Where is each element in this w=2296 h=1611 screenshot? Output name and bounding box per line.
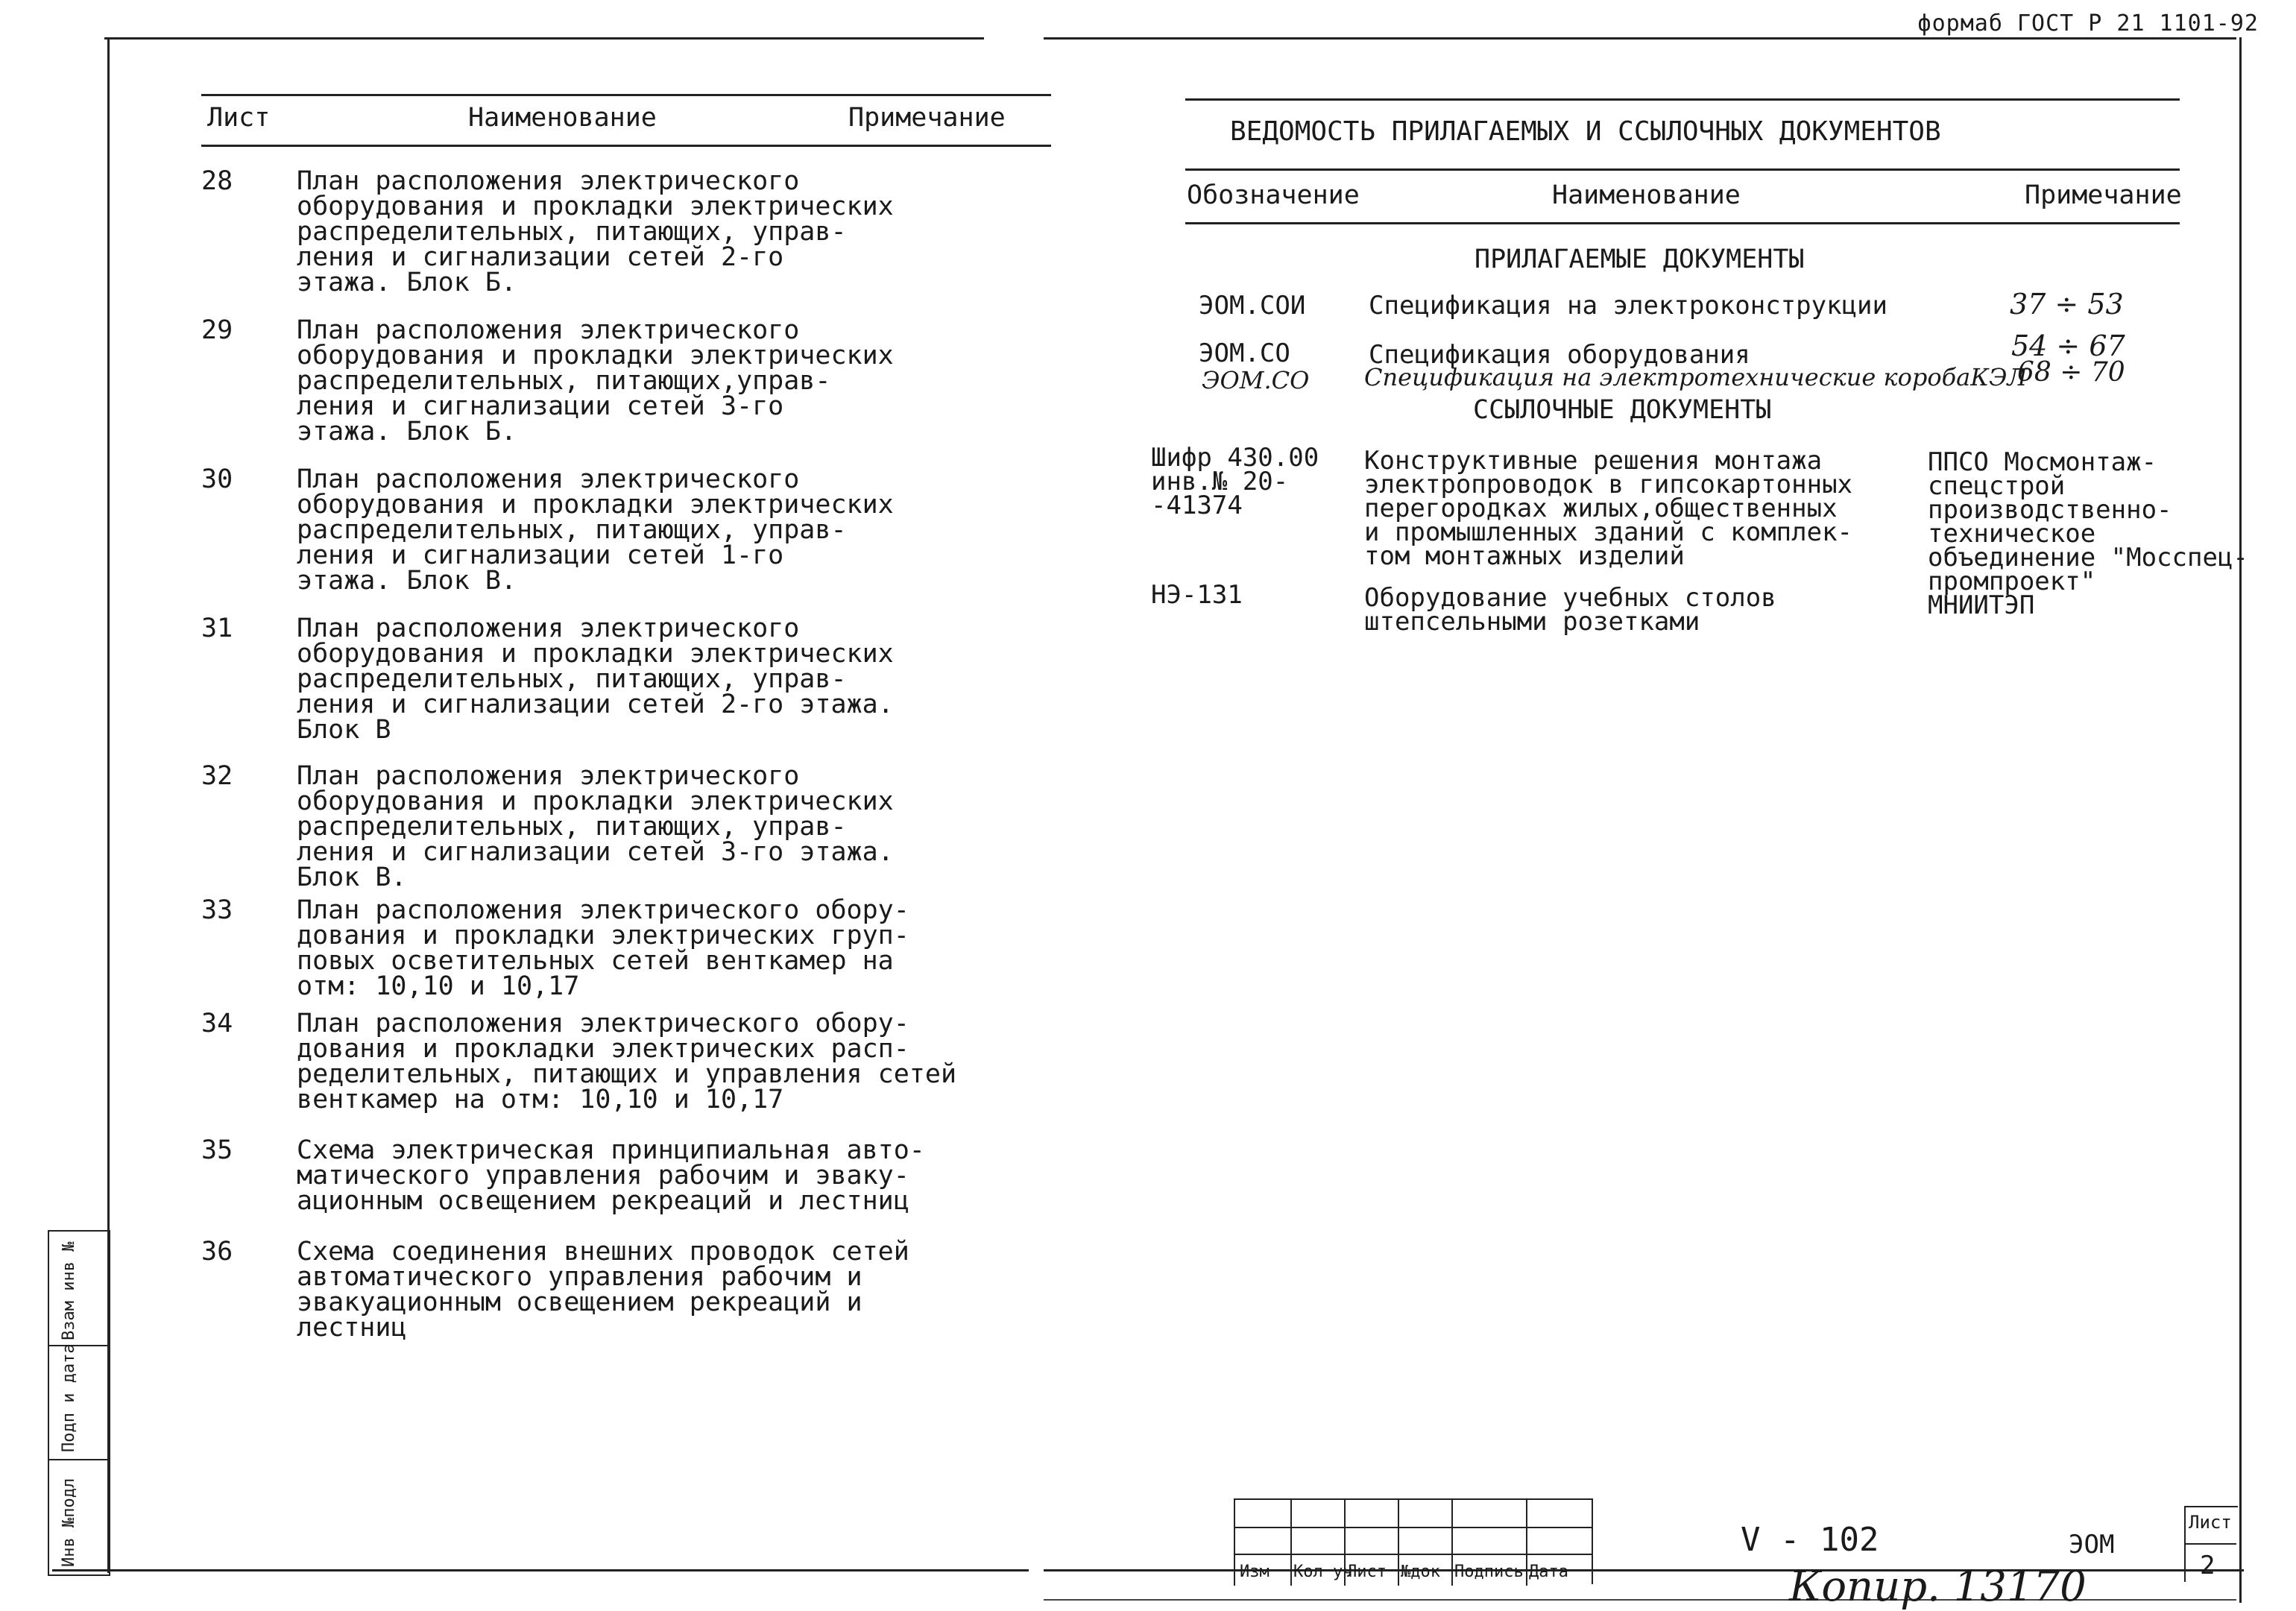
register-title: ВЕДОМОСТЬ ПРИЛАГАЕМЫХ И ССЫЛОЧНЫХ ДОКУМЕНТОВ <box>1230 116 1941 147</box>
register-header-note: Примечание <box>2025 180 2182 210</box>
row-title: План расположения электрического оборудования и прокладки электрических распределительных, питающих, управ- ления и сигнализации сетей 3-го этажа. Блок В. <box>297 761 894 892</box>
doc-code: ЭОМ.СОИ <box>1199 291 1306 321</box>
label-signature: Подпись <box>1454 1563 1524 1581</box>
grid-row-line <box>1235 1554 1593 1555</box>
register-header-name: Наименование <box>1552 180 1741 210</box>
doc-note: 68 ÷ 70 <box>2017 357 2125 388</box>
frame-right-line <box>2239 37 2242 1603</box>
sheet-label: Лист <box>2189 1512 2232 1533</box>
doc-code: НЭ-131 <box>1151 580 1243 610</box>
register-header-top-line <box>1185 168 2180 171</box>
row-sheet-number: 31 <box>201 614 233 643</box>
grid-col-line <box>1451 1500 1453 1586</box>
doc-name: Спецификация на электроконструкции <box>1369 291 1887 321</box>
form-label: формаб ГОСТ Р 21 1101-92 <box>1917 10 2259 37</box>
label-change: Изм <box>1240 1563 1270 1581</box>
row-sheet-number: 28 <box>201 166 233 196</box>
doc-name: Конструктивные решения монтажа электропроводок в гипсокартонных перегородках жилых,общественных и промышленных зданий с комплек- том монтажных изделий <box>1364 446 1853 571</box>
sheet-box-divider <box>2184 1543 2236 1545</box>
left-header-name: Наименование <box>468 103 657 133</box>
grid-row-line <box>1235 1527 1593 1528</box>
copy-signature: Копир. 13170 <box>1789 1563 2087 1611</box>
left-header-bottom-line <box>201 145 1051 147</box>
doc-note: 37 ÷ 53 <box>2010 288 2124 321</box>
label-sheet: Лист <box>1347 1563 1387 1581</box>
row-title: План расположения электрического обору- дования и прокладки электрических груп- повых осветительных сетей венткамер на отм: 10,10 и 10,17 <box>297 895 909 1001</box>
label-doc-number: №док <box>1401 1563 1440 1581</box>
label-count: Кол уч <box>1293 1563 1353 1581</box>
title-block-divider <box>1592 1498 1593 1584</box>
doc-code: ЭОМ.СО <box>1202 366 1310 394</box>
side-label-sign-date: Подп и дата <box>60 1343 78 1452</box>
row-title: План расположения электрического оборудования и прокладки электрических распределительных, питающих, управ- ления и сигнализации сетей 1-го этажа. Блок В. <box>297 464 894 596</box>
doc-code: ЭОМ.СО <box>1199 338 1290 368</box>
row-sheet-number: 34 <box>201 1009 233 1038</box>
row-sheet-number: 36 <box>201 1237 233 1267</box>
row-title: План расположения электрического обору- дования и прокладки электрических расп- ределительных, питающих и управления сетей венткамер на отм: 10,10 и 10,17 <box>297 1009 957 1115</box>
section-attached-heading: ПРИЛАГАЕМЫЕ ДОКУМЕНТЫ <box>1475 245 1805 274</box>
doc-note: 54 ÷ 67 <box>2011 330 2125 362</box>
grid-col-line <box>1526 1500 1527 1586</box>
label-date: Дата <box>1529 1563 1568 1581</box>
register-header-bottom-line <box>1185 222 2180 224</box>
document-code: V - 102 <box>1741 1521 1879 1559</box>
row-title: План расположения электрического оборудования и прокладки электрических распределительных, питающих,управ- ления и сигнализации сетей 3-го этажа. Блок Б. <box>297 315 894 447</box>
row-title: Схема электрическая принципиальная авто- матического управления рабочим и эваку- ационным освещением рекреаций и лестниц <box>297 1135 925 1216</box>
document-mark: ЭОМ <box>2069 1530 2115 1560</box>
row-sheet-number: 29 <box>201 315 233 345</box>
frame-top-line <box>104 37 984 40</box>
register-top-line <box>1185 98 2180 101</box>
left-header-note: Примечание <box>848 103 1006 133</box>
row-title: Схема соединения внешних проводок сетей автоматического управления рабочим и эвакуационным освещением рекреаций и лестниц <box>297 1237 909 1343</box>
revision-grid <box>1234 1498 1593 1586</box>
row-title: План расположения электрического оборудования и прокладки электрических распределительных, питающих, управ- ления и сигнализации сетей 2-го этажа. Блок Б. <box>297 166 894 297</box>
side-label-inv-orig: Инв №подл <box>60 1478 78 1567</box>
left-header-top-line <box>201 94 1051 96</box>
grid-col-line <box>1290 1500 1292 1586</box>
row-sheet-number: 30 <box>201 464 233 494</box>
row-sheet-number: 32 <box>201 761 233 791</box>
left-header-sheet: Лист <box>207 103 271 133</box>
sheet-number: 2 <box>2200 1551 2215 1580</box>
section-reference-heading: ССЫЛОЧНЫЕ ДОКУМЕНТЫ <box>1473 395 1772 425</box>
doc-name: Оборудование учебных столов штепсельными розетками <box>1364 583 1776 637</box>
doc-code: Шифр 430.00 инв.№ 20- -41374 <box>1151 443 1319 520</box>
frame-bottom-line <box>52 1569 1029 1571</box>
title-block <box>1234 1498 2236 1611</box>
doc-note: ППСО Мосмонтаж- спецстрой производственно- техническое объединение "Мосспец- промпроект" МНИИТЭП <box>1928 447 2248 620</box>
register-header-code: Обозначение <box>1187 180 1360 210</box>
side-label-replace-inv: Взам инв № <box>60 1241 78 1340</box>
row-title: План расположения электрического оборудования и прокладки электрических распределительных, питающих, управ- ления и сигнализации сетей 2-го этажа. Блок В <box>297 614 894 745</box>
frame-top-line-right <box>1044 37 2236 40</box>
side-stamp-divider <box>49 1345 109 1346</box>
row-sheet-number: 35 <box>201 1135 233 1165</box>
side-stamp <box>48 1230 110 1576</box>
grid-col-line <box>1398 1500 1399 1586</box>
doc-name: Спецификация на электротехнические коробаКЭЛ <box>1364 363 2028 391</box>
doc-name: Спецификация оборудования <box>1369 340 1750 370</box>
side-stamp-divider <box>49 1459 109 1460</box>
row-sheet-number: 33 <box>201 895 233 925</box>
